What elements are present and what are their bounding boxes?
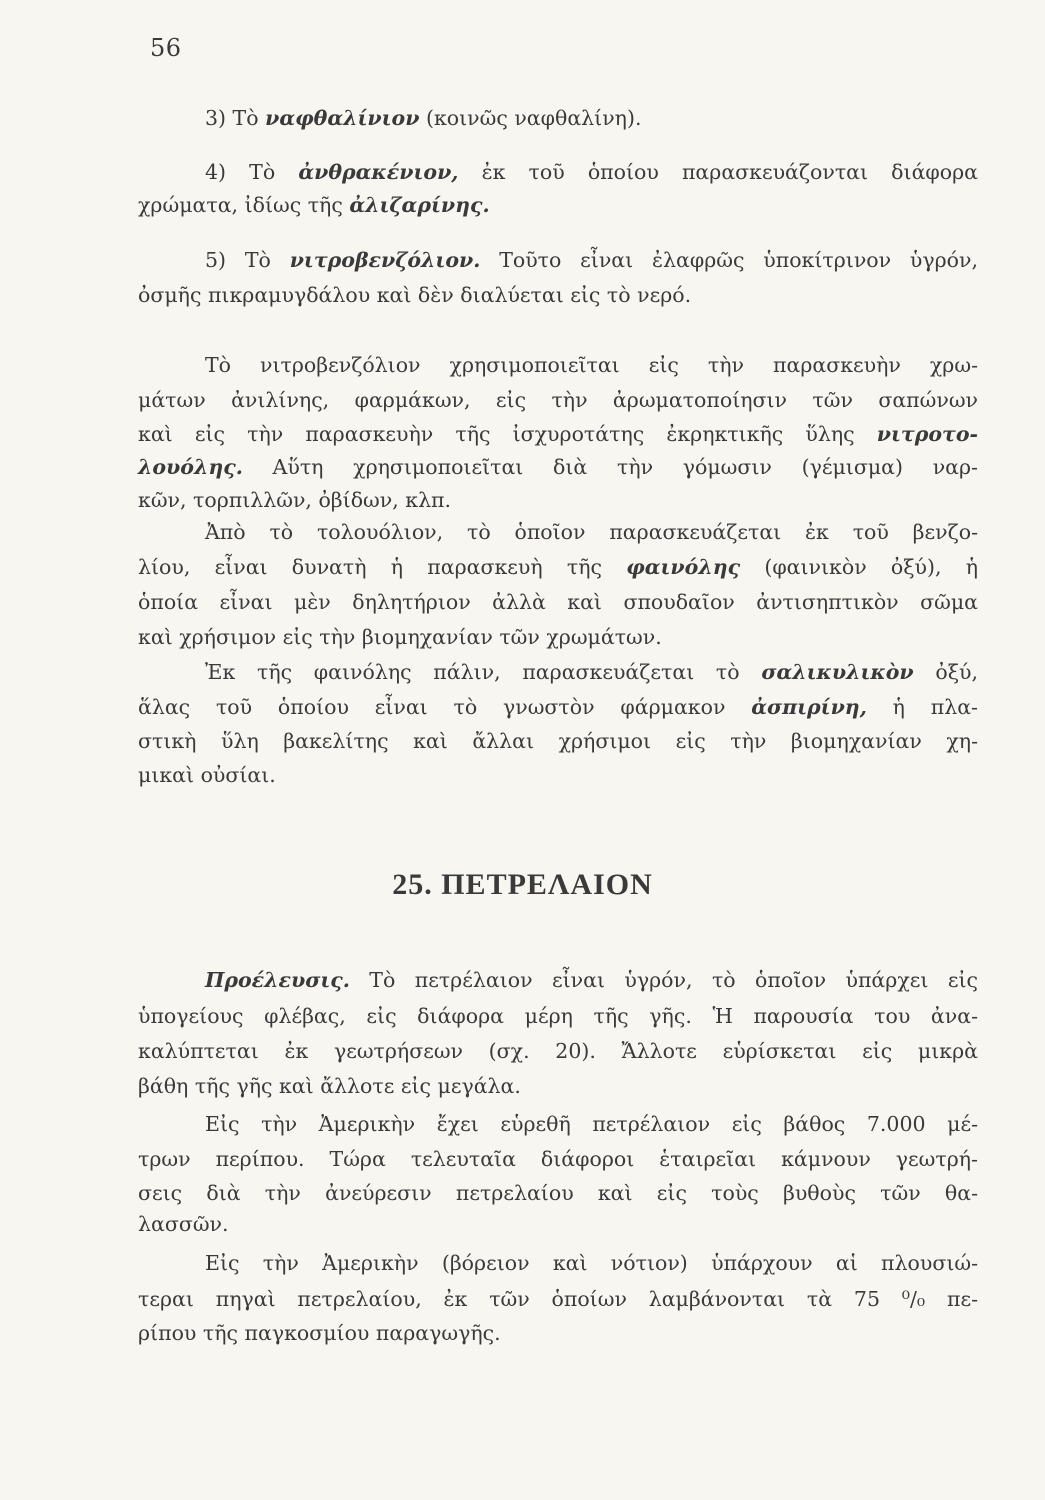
text-line: καλύπτεται ἐκ γεωτρήσεων (σχ. 20). Ἄλλοτε εὑρίσκεται εἰς μικρὰ xyxy=(138,1039,978,1063)
text-line: Ἀπὸ τὸ τολουόλιον, τὸ ὁποῖον παρασκευάζεται ἐκ τοῦ βενζο- xyxy=(205,520,978,544)
text-line: ὑπογείους φλέβας, εἰς διάφορα μέρη τῆς γῆς. Ἡ παρουσία του ἀνα- xyxy=(138,1004,978,1028)
text-line: κῶν, τορπιλλῶν, ὀβίδων, κλπ. xyxy=(138,488,452,512)
text-line: ὁποία εἶναι μὲν δηλητήριον ἀλλὰ καὶ σπουδαῖον ἀντισηπτικὸν σῶμα xyxy=(138,590,978,614)
text-line: Προέλευσις. Τὸ πετρέλαιον εἶναι ὑγρόν, τὸ ὁποῖον ὑπάρχει εἰς xyxy=(205,968,978,992)
text-line: μάτων ἀνιλίνης, φαρμάκων, εἰς τὴν ἀρωματοποίησιν τῶν σαπώνων xyxy=(138,388,978,412)
text-line: Εἰς τὴν Ἀμερικὴν (βόρειον καὶ νότιον) ὑπάρχουν αἱ πλουσιώ- xyxy=(205,1251,978,1275)
text-line: Εἰς τὴν Ἀμερικὴν ἔχει εὑρεθῆ πετρέλαιον εἰς βάθος 7.000 μέ- xyxy=(205,1112,978,1136)
text-line: λίου, εἶναι δυνατὴ ἡ παρασκευὴ τῆς φαινόλης (φαινικὸν ὀξύ), ἡ xyxy=(138,555,978,579)
section-title: 25. ΠΕΤΡΕΛΑΙΟΝ xyxy=(392,868,653,901)
text-line: τεραι πηγαὶ πετρελαίου, ἐκ τῶν ὁποίων λαμβάνονται τὰ 75 ⁰/₀ πε- xyxy=(138,1287,978,1311)
text-line: σεις διὰ τὴν ἀνεύρεσιν πετρελαίου καὶ εἰς τοὺς βυθοὺς τῶν θα- xyxy=(138,1181,978,1205)
text-line: ὀσμῆς πικραμυγδάλου καὶ δὲν διαλύεται εἰς τὸ νερό. xyxy=(138,283,692,307)
text-line: στικὴ ὕλη βακελίτης καὶ ἄλλαι χρήσιμοι εἰς τὴν βιομηχανίαν χη- xyxy=(138,729,978,753)
text-line: χρώματα, ἰδίως τῆς ἀλιζαρίνης. xyxy=(138,193,490,217)
text-line: Τὸ νιτροβενζόλιον χρησιμοποιεῖται εἰς τὴν παρασκευὴν χρω- xyxy=(205,353,978,377)
text-line: λασσῶν. xyxy=(138,1212,229,1236)
text-line: λουόλης. Αὕτη χρησιμοποιεῖται διὰ τὴν γόμωσιν (γέμισμα) ναρ- xyxy=(138,455,978,479)
text-line: καὶ εἰς τὴν παρασκευὴν τῆς ἰσχυροτάτης ἐκρηκτικῆς ὕλης νιτροτο- xyxy=(138,422,978,446)
text-line: 4) Τὸ ἀνθρακένιον, ἐκ τοῦ ὁποίου παρασκευάζονται διάφορα xyxy=(205,160,978,184)
text-line: τρων περίπου. Τώρα τελευταῖα διάφοροι ἑταιρεῖαι κάμνουν γεωτρή- xyxy=(138,1147,978,1171)
page-number: 56 xyxy=(150,34,182,62)
text-line: 3) Τὸ ναφθαλίνιον (κοινῶς ναφθαλίνη). xyxy=(205,106,642,130)
text-line: ρίπου τῆς παγκοσμίου παραγωγῆς. xyxy=(138,1321,501,1345)
text-line: βάθη τῆς γῆς καὶ ἄλλοτε εἰς μεγάλα. xyxy=(138,1074,521,1098)
text-line: Ἐκ τῆς φαινόλης πάλιν, παρασκευάζεται τὸ σαλικυλικὸν ὀξύ, xyxy=(205,660,978,684)
text-line: μικαὶ οὐσίαι. xyxy=(138,763,276,787)
text-line: 5) Τὸ νιτροβενζόλιον. Τοῦτο εἶναι ἐλαφρῶς ὑποκίτρινον ὑγρόν, xyxy=(205,248,978,272)
text-line: ἅλας τοῦ ὁποίου εἶναι τὸ γνωστὸν φάρμακον ἀσπιρίνη, ἡ πλα- xyxy=(138,695,978,719)
text-line: καὶ χρήσιμον εἰς τὴν βιομηχανίαν τῶν χρωμάτων. xyxy=(138,625,662,649)
